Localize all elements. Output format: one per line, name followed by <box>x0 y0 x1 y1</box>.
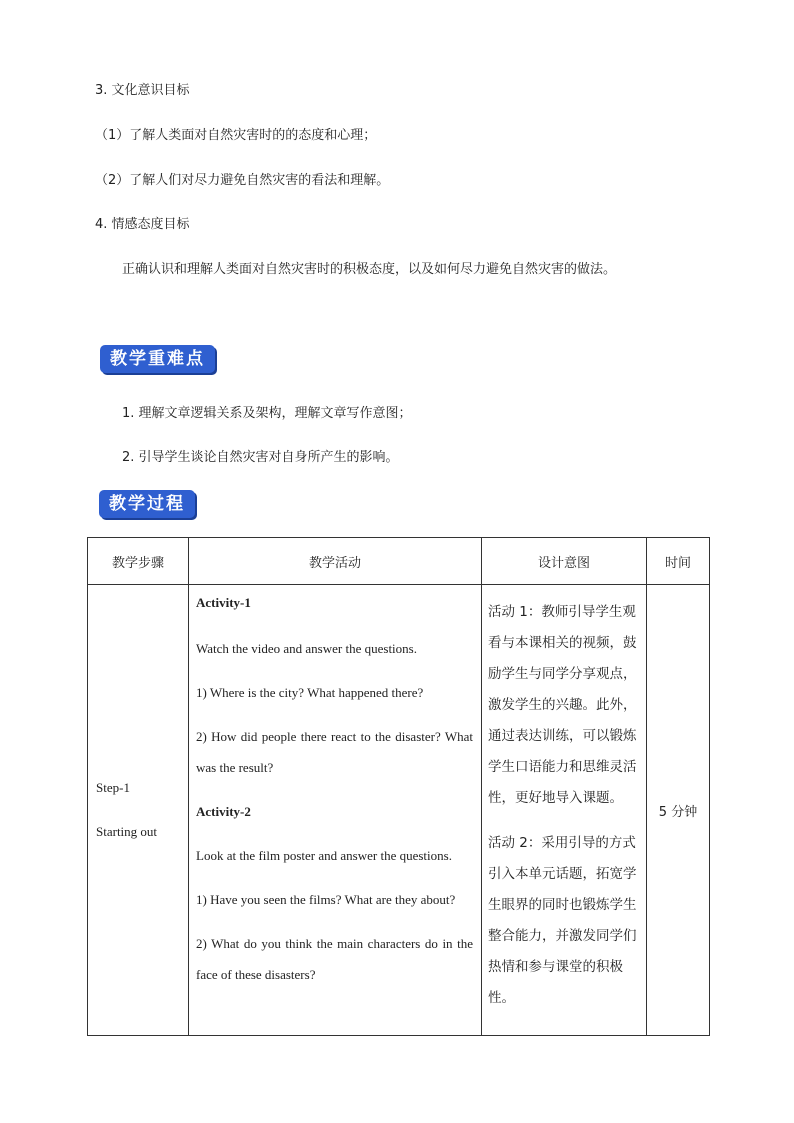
culture-goal-item-1: （1）了解人类面对自然灾害时的的态度和心理； <box>95 128 377 143</box>
emotion-goal-text: 正确认识和理解人类面对自然灾害时的积极态度，以及如何尽力避免自然灾害的做法。 <box>122 262 617 277</box>
emotion-goal-heading: 4. 情感态度目标 <box>95 217 190 232</box>
key-point-2: 2. 引导学生谈论自然灾害对自身所产生的影响。 <box>122 450 399 465</box>
activity1-intro: Watch the video and answer the questions. <box>196 641 417 656</box>
step-number: Step-1 <box>96 780 130 795</box>
activity2-question-2: 2) What do you think the main characters do in the face of these disasters? <box>196 936 473 982</box>
table-row <box>88 585 710 1036</box>
activity1-question-2: 2) How did people there react to the disaster? What was the result? <box>196 729 473 775</box>
process-badge: 教学过程 <box>99 490 195 518</box>
activity2-intro: Look at the film poster and answer the questions. <box>196 848 452 863</box>
table-header-row <box>88 538 710 585</box>
header-activity: 教学活动 <box>189 538 482 585</box>
activity1-question-1: 1) Where is the city? What happened there? <box>196 685 424 700</box>
key-point-1: 1. 理解文章逻辑关系及架构，理解文章写作意图； <box>122 406 412 421</box>
activity-cell <box>189 585 482 1036</box>
time-cell: 5 分钟 <box>647 585 710 1036</box>
header-time: 时间 <box>647 538 710 585</box>
culture-goal-item-2: （2）了解人们对尽力避免自然灾害的看法和理解。 <box>95 173 390 188</box>
teaching-process-table <box>87 537 710 1036</box>
header-purpose: 设计意图 <box>482 538 647 585</box>
step-cell <box>88 585 189 1036</box>
key-points-badge: 教学重难点 <box>100 345 215 373</box>
activity1-title: Activity-1 <box>196 595 251 610</box>
header-step: 教学步骤 <box>88 538 189 585</box>
culture-goal-heading: 3. 文化意识目标 <box>95 83 190 98</box>
purpose-activity-2: 活动 2：采用引导的方式引入本单元话题，拓宽学生眼界的同时也锻炼学生整合能力，并激发同学们热情和参与课堂的积极性。 <box>488 835 637 1006</box>
purpose-cell <box>482 585 647 1036</box>
step-title: Starting out <box>96 824 158 839</box>
activity2-question-1: 1) Have you seen the films? What are they about? <box>196 892 456 907</box>
purpose-activity-1: 活动 1：教师引导学生观看与本课相关的视频，鼓励学生与同学分享观点，激发学生的兴趣。此外，通过表达训练，可以锻炼学生口语能力和思维灵活性，更好地导入课题。 <box>488 604 637 806</box>
activity2-title: Activity-2 <box>196 804 251 819</box>
